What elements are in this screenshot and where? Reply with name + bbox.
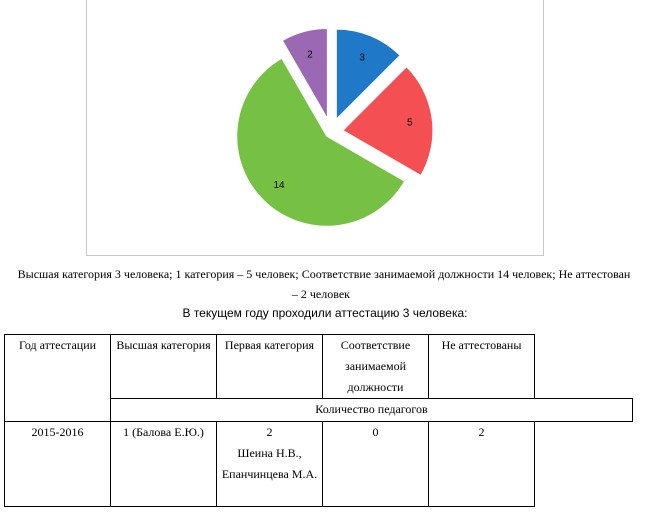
table-header-row (5, 335, 633, 399)
cell-first: 2 Шеина Н.В., Епанчинцева М.А. (217, 422, 323, 507)
data-label: 5 (407, 117, 413, 129)
table-row (5, 422, 633, 507)
cell-year: 2015-2016 (5, 422, 111, 507)
data-label: 14 (273, 179, 285, 191)
cell-highest: 1 (Балова Е.Ю.) (111, 422, 217, 507)
data-label: 2 (307, 49, 313, 61)
summary-line-1: Высшая категория 3 человека; 1 категория – 5 человек; Соответствие занимаемой должности 14 человек; Не аттестован (17, 267, 631, 281)
attestation-subtitle: В текущем году проходили аттестацию 3 человека: (182, 306, 468, 320)
pie-chart-svg (87, 0, 545, 256)
cell-conformity: 0 (323, 422, 429, 507)
pie-chart (86, 0, 544, 256)
blank-cell (535, 422, 633, 507)
header-highest: Высшая категория (111, 335, 217, 399)
data-label: 3 (359, 52, 365, 64)
header-conformity: Соответствие занимаемой должности (323, 335, 429, 399)
summary-line-2: – 2 человек (291, 287, 350, 301)
header-not-certified: Не аттестованы (429, 335, 535, 399)
subheader-count: Количество педагогов (111, 399, 633, 422)
cell-not-certified: 2 (429, 422, 535, 507)
header-first: Первая категория (217, 335, 323, 399)
blank-cell (535, 335, 633, 399)
header-year: Год аттестации (5, 335, 111, 422)
summary-text (6, 264, 642, 304)
attestation-table (4, 334, 633, 507)
